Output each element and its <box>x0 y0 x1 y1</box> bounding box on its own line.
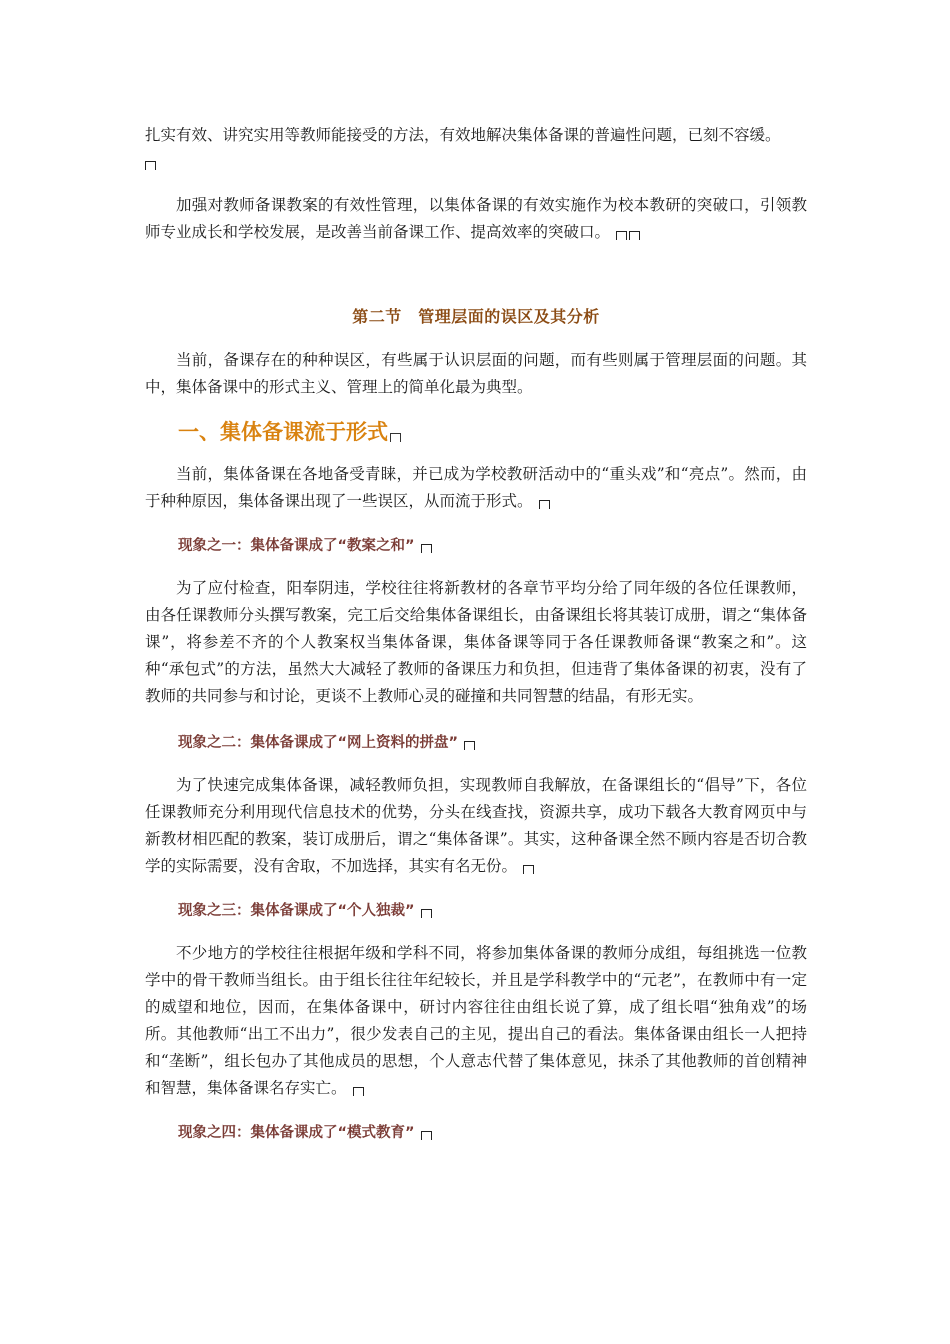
paragraph-2 <box>145 192 807 246</box>
paragraph-mark-icon <box>464 741 475 750</box>
paragraph-5-text: 为了应付检查，阳奉阴违，学校往往将新教材的各章节平均分给了同年级的各位任课教师，由各任课教师分头撰写教案，完工后交给集体备课组长，由备课组长将其装订成册，谓之“集体备课”，将参差不齐的个人教案权当集体备课，集体备课等同于各任课教师备课“教案之和”。这种“承包式”的方法，虽然大大减轻了教师的备课压力和负担，但违背了集体备课的初衷，没有了教师的共同参与和讨论，更谈不上教师心灵的碰撞和共同智慧的结晶，有形无实。 <box>145 579 807 705</box>
document-page <box>145 122 807 1146</box>
phenomenon-heading-3-text: 现象之三：集体备课成了“个人独裁” <box>178 903 415 919</box>
paragraph-3 <box>145 347 807 401</box>
paragraph-mark-icon <box>145 161 156 170</box>
paragraph-1-text: 扎实有效、讲究实用等教师能接受的方法，有效地解决集体备课的普遍性问题，已刻不容缓。 <box>145 126 781 144</box>
paragraph-mark-icon <box>421 1131 432 1140</box>
heading-1 <box>145 417 807 447</box>
phenomenon-heading-2 <box>145 730 807 756</box>
paragraph-mark-icon <box>353 1087 364 1096</box>
phenomenon-heading-1 <box>145 533 807 559</box>
paragraph-7-text: 不少地方的学校往往根据年级和学科不同，将参加集体备课的教师分成组，每组挑选一位教学中的骨干教师当组长。由于组长往往年纪较长，并且是学科教学中的“元老”，在教师中有一定的威望和地位，因而，在集体备课中，研讨内容往往由组长说了算，成了组长唱“独角戏”的场所。其他教师“出工不出力”，很少发表自己的主见，提出自己的看法。集体备课由组长一人把持和“垄断”，组长包办了其他成员的思想，个人意志代替了集体意见，抹杀了其他教师的首创精神和智慧，集体备课名存实亡。 <box>145 944 807 1097</box>
phenomenon-heading-4-text: 现象之四：集体备课成了“模式教育” <box>178 1125 415 1141</box>
paragraph-mark-icon <box>616 231 627 240</box>
paragraph-mark-icon <box>421 909 432 918</box>
paragraph-3-text: 当前，备课存在的种种误区，有些属于认识层面的问题，而有些则属于管理层面的问题。其中，集体备课中的形式主义、管理上的简单化最为典型。 <box>145 351 807 396</box>
paragraph-6 <box>145 772 807 880</box>
paragraph-6-text: 为了快速完成集体备课，减轻教师负担，实现教师自我解放，在备课组长的“倡导”下，各位任课教师充分利用现代信息技术的优势，分头在线查找，资源共享，成功下载各大教育网页中与新教材相匹配的教案，装订成册后，谓之“集体备课”。其实，这种备课全然不顾内容是否切合教学的实际需要，没有舍取，不加选择，其实有名无份。 <box>145 776 807 875</box>
paragraph-mark-icon <box>523 865 534 874</box>
paragraph-7 <box>145 940 807 1102</box>
paragraph-mark-icon <box>390 433 401 442</box>
phenomenon-heading-1-text: 现象之一：集体备课成了“教案之和” <box>178 538 415 554</box>
phenomenon-heading-2-text: 现象之二：集体备课成了“网上资料的拼盘” <box>178 735 459 751</box>
phenomenon-heading-3 <box>145 898 807 924</box>
paragraph-5 <box>145 575 807 710</box>
phenomenon-heading-4 <box>145 1120 807 1146</box>
paragraph-4-text: 当前，集体备课在各地备受青睐，并已成为学校教研活动中的“重头戏”和“亮点”。然而，由于种种原因，集体备课出现了一些误区，从而流于形式。 <box>145 465 807 510</box>
paragraph-mark-icon <box>539 500 550 509</box>
paragraph-1 <box>145 122 807 176</box>
paragraph-2-text: 加强对教师备课教案的有效性管理，以集体备课的有效实施作为校本教研的突破口，引领教师专业成长和学校发展，是改善当前备课工作、提高效率的突破口。 <box>145 196 807 241</box>
section-title: 第二节 管理层面的误区及其分析 <box>352 307 600 326</box>
paragraph-mark-icon <box>421 544 432 553</box>
paragraph-4 <box>145 461 807 515</box>
heading-1-text: 一、集体备课流于形式 <box>178 420 388 444</box>
paragraph-mark-icon <box>629 231 640 240</box>
